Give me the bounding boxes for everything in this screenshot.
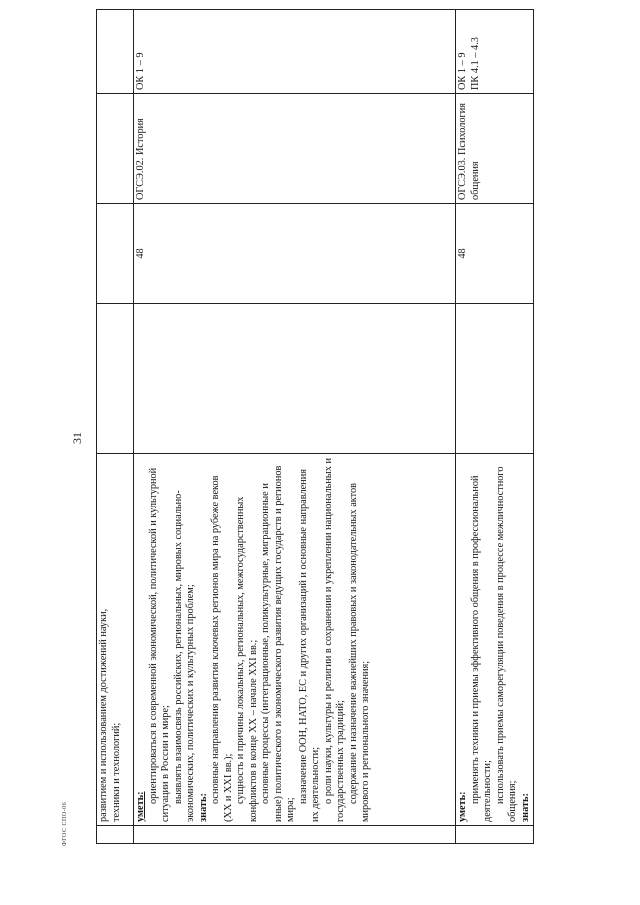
content-line: основные направления развития ключевых регионов мира на рубеже веков (XX и XXI вв.);	[210, 475, 234, 822]
discipline-cell: ОГСЭ.03. Психология общения	[456, 94, 534, 204]
competencies-cell: ОК 1 – 9	[134, 10, 456, 94]
hours-cell: 48	[134, 204, 456, 304]
content-line: уметь:	[135, 791, 146, 822]
content-line: уметь:	[457, 791, 468, 822]
curriculum-table	[96, 9, 534, 844]
empty-cell	[97, 204, 134, 304]
content-line: основные процессы (интеграционные, поликультурные, миграционные и иные) политического и экономического развития ведущих государств и регионов мира;	[260, 465, 296, 822]
content-line: сущность и причины локальных, региональных, межгосударственных конфликтов в конце XX – начале XXI вв.;	[235, 496, 259, 822]
competency-line: ОК 1 – 9	[457, 52, 468, 90]
content-line: знать:	[519, 793, 531, 822]
empty-cell	[456, 304, 534, 454]
content-line: содержание и назначение важнейших правовых и законодательных актов мирового и регионального значения;	[347, 482, 371, 822]
table-row-top	[97, 10, 134, 844]
competency-line: ПК 4.1 – 4.3	[469, 37, 481, 90]
footer-code: ФГОС СПО-06	[62, 801, 68, 846]
hours-cell: 48	[456, 204, 534, 304]
table-row-history	[134, 10, 456, 844]
content-line: техники и технологий;	[110, 722, 122, 822]
content-line: ориентироваться в современной экономической, политической и культурной ситуации в России и мире;	[147, 467, 171, 822]
content-cell-psychology	[456, 454, 534, 826]
table-row-psychology	[456, 10, 534, 844]
content-line: о роли науки, культуры и религии в сохранении и укреплении национальных и государственных традиций;	[322, 457, 346, 822]
index-cell	[456, 826, 534, 844]
discipline-cell: ОГСЭ.02. История	[134, 94, 456, 204]
curriculum-table-rotated	[96, 10, 531, 844]
content-line: развитием и использованием достижений науки,	[98, 608, 109, 822]
index-cell	[134, 826, 456, 844]
empty-cell	[97, 94, 134, 204]
content-line: использовать приемы саморегуляции поведения в процессе межличностного общения;	[494, 466, 518, 822]
index-cell	[97, 826, 134, 844]
content-cell-top	[97, 454, 134, 826]
content-line: знать:	[197, 793, 209, 822]
competencies-cell	[456, 10, 534, 94]
content-line: назначение ООН, НАТО, ЕС и других организаций и основные направления их деятельности;	[297, 469, 321, 822]
content-line: выявлять взаимосвязь российских, региональных, мировых социально-экономических, политических и культурных проблем;	[172, 490, 196, 822]
empty-cell	[134, 304, 456, 454]
page-number: 31	[70, 432, 84, 444]
empty-cell	[97, 10, 134, 94]
content-line: применять техники и приемы эффективного общения в профессиональной деятельности;	[469, 475, 493, 822]
content-cell-history	[134, 454, 456, 826]
empty-cell	[97, 304, 134, 454]
